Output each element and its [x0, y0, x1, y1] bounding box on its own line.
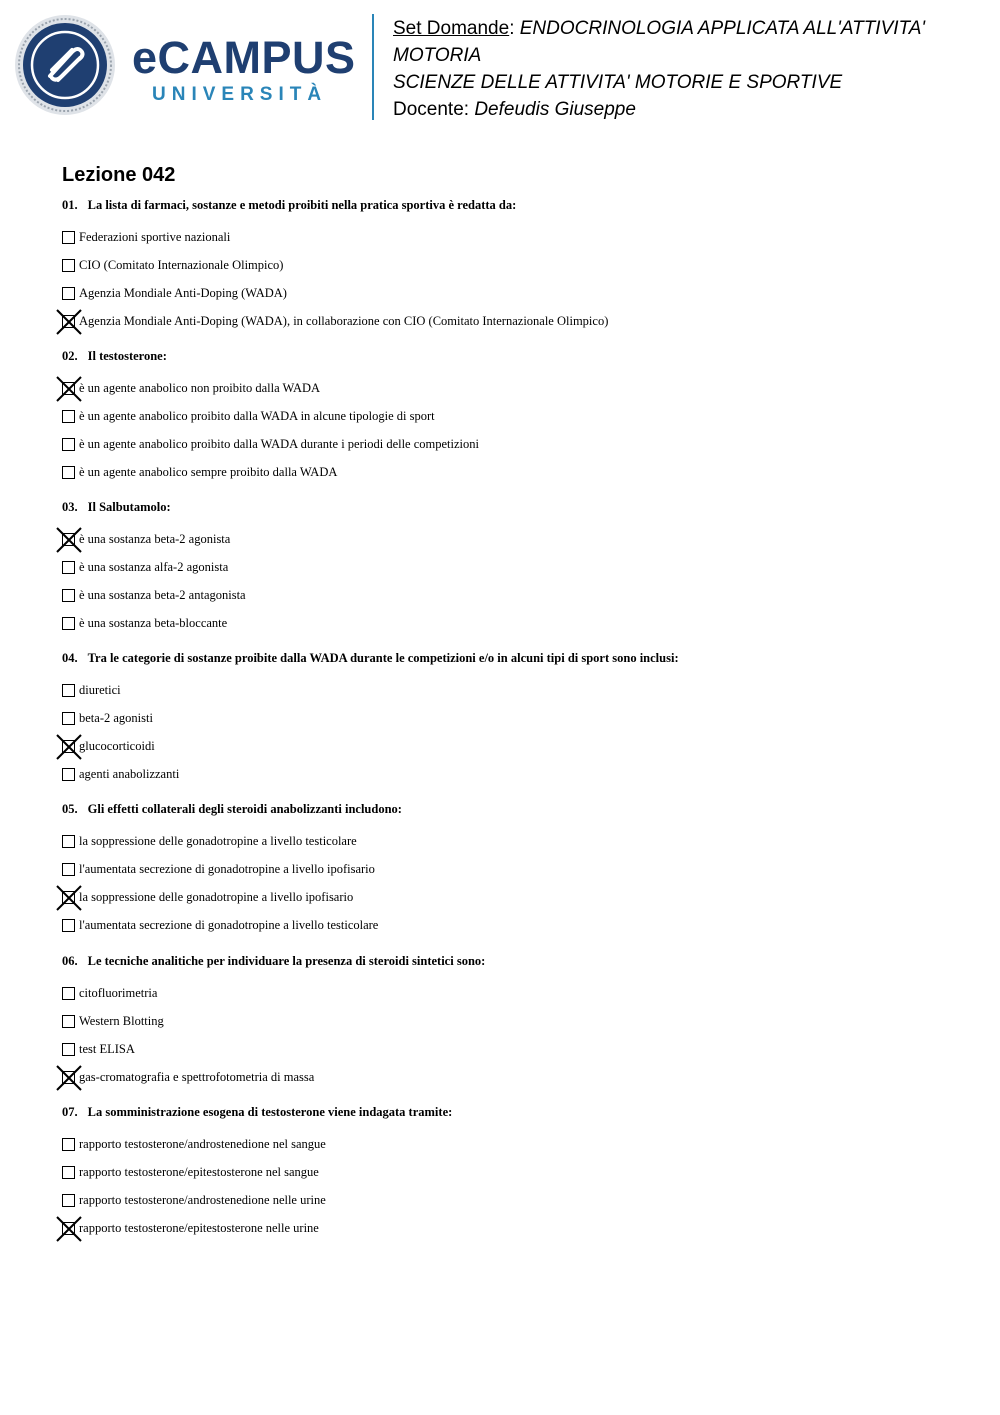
- question-7: [62, 1104, 452, 1242]
- answer-option-text: è un agente anabolico sempre proibito dalla WADA: [79, 465, 338, 479]
- answer-options: [62, 1130, 452, 1242]
- question-1: [62, 197, 608, 335]
- lesson-title: Lezione 042: [62, 164, 176, 186]
- checkbox[interactable]: [62, 438, 75, 451]
- answer-option[interactable]: [62, 402, 479, 430]
- checkbox[interactable]: [62, 987, 75, 1000]
- checkbox[interactable]: [62, 410, 75, 423]
- checkbox[interactable]: [62, 466, 75, 479]
- answer-option[interactable]: [62, 581, 246, 609]
- degree-title: SCIENZE DELLE ATTIVITA' MOTORIE E SPORTIVE: [393, 72, 843, 93]
- teacher-line: [393, 96, 973, 123]
- answer-option[interactable]: [62, 1186, 452, 1214]
- set-label: Set Domande: [393, 18, 510, 39]
- checkbox[interactable]: [62, 1194, 75, 1207]
- answer-option[interactable]: [62, 430, 479, 458]
- answer-option-text: rapporto testosterone/androstenedione nel sangue: [79, 1137, 326, 1151]
- question-title: [62, 953, 485, 969]
- answer-option-text: rapporto testosterone/epitestosterone nel sangue: [79, 1165, 319, 1179]
- set-line: [393, 15, 973, 69]
- brand-subtitle: UNIVERSITÀ: [152, 84, 328, 105]
- checkbox-checked[interactable]: [62, 382, 75, 395]
- checkbox[interactable]: [62, 617, 75, 630]
- question-text: Gli effetti collaterali degli steroidi anabolizzanti includono:: [87, 802, 402, 816]
- checkbox-checked[interactable]: [62, 740, 75, 753]
- answer-option[interactable]: [62, 374, 479, 402]
- answer-option[interactable]: [62, 553, 246, 581]
- brand-name: eCAMPUS: [132, 32, 356, 83]
- checkbox-checked[interactable]: [62, 1222, 75, 1235]
- checkbox[interactable]: [62, 712, 75, 725]
- answer-options: [62, 827, 402, 939]
- answer-option-text: Western Blotting: [79, 1014, 164, 1028]
- checkbox-checked[interactable]: [62, 315, 75, 328]
- question-3: [62, 499, 246, 637]
- set-separator: :: [509, 18, 520, 39]
- checkbox-checked[interactable]: [62, 533, 75, 546]
- question-text: La lista di farmaci, sostanze e metodi proibiti nella pratica sportiva è redatta da:: [87, 198, 517, 212]
- answer-option-text: citofluorimetria: [79, 986, 158, 1000]
- answer-options: [62, 979, 485, 1091]
- header-divider: [372, 14, 374, 120]
- question-title: [62, 348, 479, 364]
- answer-option[interactable]: [62, 855, 402, 883]
- checkbox[interactable]: [62, 259, 75, 272]
- answer-option-text: è una sostanza beta-2 antagonista: [79, 588, 246, 602]
- question-title: [62, 499, 246, 515]
- answer-option-text: la soppressione delle gonadotropine a livello ipofisario: [79, 890, 354, 904]
- question-6: [62, 953, 485, 1091]
- question-number: 03.: [62, 500, 78, 514]
- answer-option-text: gas-cromatografia e spettrofotometria di massa: [79, 1070, 315, 1084]
- answer-option[interactable]: [62, 458, 479, 486]
- answer-options: [62, 525, 246, 637]
- answer-options: [62, 374, 479, 486]
- checkbox[interactable]: [62, 1166, 75, 1179]
- checkbox-checked[interactable]: [62, 1071, 75, 1084]
- question-text: La somministrazione esogena di testosterone viene indagata tramite:: [87, 1105, 453, 1119]
- answer-option[interactable]: [62, 911, 402, 939]
- answer-option[interactable]: [62, 223, 608, 251]
- answer-option-text: rapporto testosterone/androstenedione nelle urine: [79, 1193, 326, 1207]
- question-text: Tra le categorie di sostanze proibite dalla WADA durante le competizioni e/o in alcuni tipi di sport sono inclusi:: [87, 651, 679, 665]
- answer-option-text: CIO (Comitato Internazionale Olimpico): [79, 258, 284, 272]
- answer-option-text: Federazioni sportive nazionali: [79, 230, 231, 244]
- answer-option-text: l'aumentata secrezione di gonadotropine a livello ipofisario: [79, 862, 375, 876]
- answer-option-text: beta-2 agonisti: [79, 711, 153, 725]
- answer-option[interactable]: [62, 1007, 485, 1035]
- teacher-label: Docente:: [393, 99, 475, 120]
- answer-option[interactable]: [62, 1214, 452, 1242]
- answer-option-text: l'aumentata secrezione di gonadotropine a livello testicolare: [79, 918, 379, 932]
- answer-option[interactable]: [62, 979, 485, 1007]
- checkbox[interactable]: [62, 919, 75, 932]
- answer-option[interactable]: [62, 307, 608, 335]
- answer-option[interactable]: [62, 251, 608, 279]
- answer-option[interactable]: [62, 1158, 452, 1186]
- checkbox[interactable]: [62, 231, 75, 244]
- answer-option[interactable]: [62, 704, 679, 732]
- question-title: [62, 650, 679, 666]
- answer-option[interactable]: [62, 1130, 452, 1158]
- course-title: ENDOCRINOLOGIA APPLICATA ALL'ATTIVITA' MOTORIA: [393, 18, 926, 66]
- answer-option-text: rapporto testosterone/epitestosterone nelle urine: [79, 1221, 319, 1235]
- question-number: 06.: [62, 954, 78, 968]
- question-number: 02.: [62, 349, 78, 363]
- answer-option-text: è un agente anabolico proibito dalla WADA in alcune tipologie di sport: [79, 409, 435, 423]
- answer-option-text: è un agente anabolico non proibito dalla WADA: [79, 381, 321, 395]
- answer-option-text: diuretici: [79, 683, 121, 697]
- answer-option-text: Agenzia Mondiale Anti-Doping (WADA): [79, 286, 287, 300]
- answer-option[interactable]: [62, 827, 402, 855]
- question-5: [62, 801, 402, 939]
- university-seal-logo: [14, 14, 116, 116]
- question-2: [62, 348, 479, 486]
- answer-options: [62, 223, 608, 335]
- checkbox[interactable]: [62, 835, 75, 848]
- question-text: Il Salbutamolo:: [87, 500, 171, 514]
- document-header: [393, 15, 973, 123]
- question-title: [62, 197, 608, 213]
- question-title: [62, 801, 402, 817]
- answer-option-text: è una sostanza beta-bloccante: [79, 616, 228, 630]
- answer-option[interactable]: [62, 609, 246, 637]
- checkbox[interactable]: [62, 684, 75, 697]
- answer-option-text: è un agente anabolico proibito dalla WADA durante i periodi delle competizioni: [79, 437, 479, 451]
- question-number: 07.: [62, 1105, 78, 1119]
- question-number: 05.: [62, 802, 78, 816]
- answer-option[interactable]: [62, 732, 679, 760]
- answer-option-text: glucocorticoidi: [79, 739, 155, 753]
- answer-option[interactable]: [62, 525, 246, 553]
- question-text: Il testosterone:: [87, 349, 167, 363]
- checkbox[interactable]: [62, 589, 75, 602]
- answer-option[interactable]: [62, 676, 679, 704]
- answer-options: [62, 676, 679, 788]
- answer-option[interactable]: [62, 279, 608, 307]
- question-number: 04.: [62, 651, 78, 665]
- checkbox[interactable]: [62, 561, 75, 574]
- question-4: [62, 650, 679, 788]
- checkbox[interactable]: [62, 768, 75, 781]
- degree-line: [393, 69, 973, 96]
- answer-option-text: è una sostanza alfa-2 agonista: [79, 560, 229, 574]
- answer-option-text: test ELISA: [79, 1042, 135, 1056]
- checkbox[interactable]: [62, 1043, 75, 1056]
- answer-option[interactable]: [62, 1035, 485, 1063]
- question-title: [62, 1104, 452, 1120]
- teacher-name: Defeudis Giuseppe: [474, 99, 636, 120]
- answer-option-text: agenti anabolizzanti: [79, 767, 180, 781]
- question-text: Le tecniche analitiche per individuare la presenza di steroidi sintetici sono:: [87, 954, 486, 968]
- checkbox[interactable]: [62, 287, 75, 300]
- checkbox[interactable]: [62, 1015, 75, 1028]
- answer-option[interactable]: [62, 883, 402, 911]
- checkbox-checked[interactable]: [62, 891, 75, 904]
- checkbox[interactable]: [62, 863, 75, 876]
- checkbox[interactable]: [62, 1138, 75, 1151]
- answer-option-text: è una sostanza beta-2 agonista: [79, 532, 231, 546]
- answer-option-text: Agenzia Mondiale Anti-Doping (WADA), in collaborazione con CIO (Comitato Internazionale Olimpico): [79, 314, 609, 328]
- answer-option-text: la soppressione delle gonadotropine a livello testicolare: [79, 834, 357, 848]
- answer-option[interactable]: [62, 1063, 485, 1091]
- university-wordmark: [132, 34, 356, 106]
- question-number: 01.: [62, 198, 78, 212]
- answer-option[interactable]: [62, 760, 679, 788]
